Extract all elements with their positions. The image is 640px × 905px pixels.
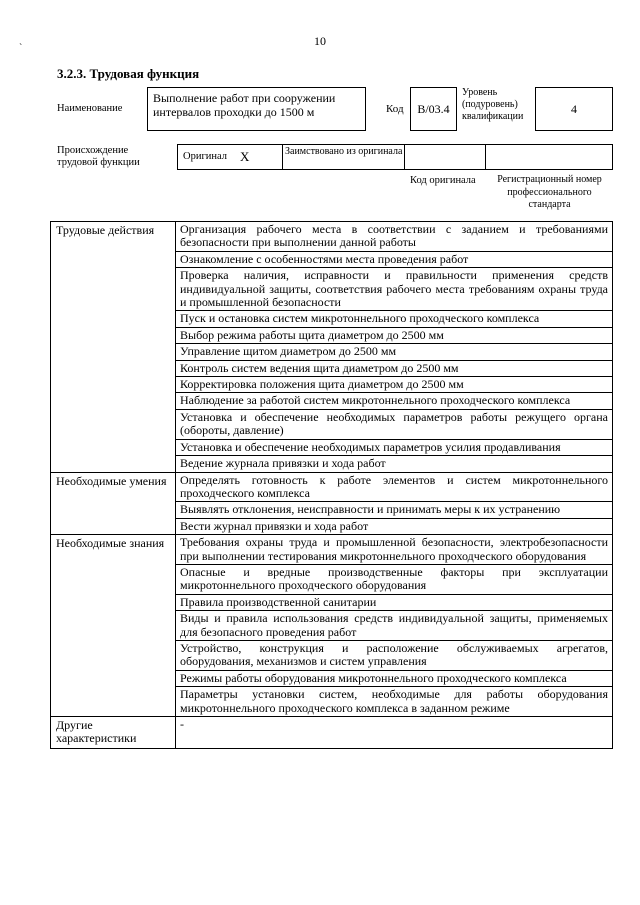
list-item: Определять готовность к работе элементов и систем микротоннельного проходческого комплекса (176, 472, 613, 502)
category-label: Трудовые действия (51, 222, 176, 473)
code-value: B/03.4 (410, 87, 457, 131)
code-original-caption: Код оригинала (410, 175, 476, 186)
table-row (51, 472, 613, 502)
level-value: 4 (535, 87, 613, 131)
corner-mark: ` (19, 43, 23, 54)
list-item: Требования охраны труда и промышленной безопасности, электробезопасности при выполнении тестирования микротоннельного проходческого оборудования (176, 535, 613, 565)
page-number: 10 (314, 34, 326, 48)
name-value: Выполнение работ при сооружении интервалов проходки до 1500 м (147, 87, 366, 131)
category-label: Необходимые знания (51, 535, 176, 717)
borrowed-label: Заимствовано из оригинала (285, 146, 403, 157)
list-item: Управление щитом диаметром до 2500 мм (176, 344, 613, 360)
table-row (51, 222, 613, 252)
code-label: Код (386, 103, 404, 115)
divider (485, 145, 486, 169)
name-label: Наименование (57, 103, 123, 114)
list-item: Режимы работы оборудования микротоннельного проходческого комплекса (176, 670, 613, 686)
list-item: Выбор режима работы щита диаметром до 2500 мм (176, 327, 613, 343)
list-item: Проверка наличия, исправности и правильности применения средств индивидуальной защиты, соответствия рабочего места требованиям охраны труда и промышленной безопасности (176, 268, 613, 311)
list-item: Вести журнал привязки и хода работ (176, 518, 613, 534)
original-label: Оригинал (183, 151, 227, 162)
divider (404, 145, 405, 169)
function-table (50, 221, 613, 749)
level-label: Уровень (подуровень) квалификации (462, 87, 524, 122)
origin-row (177, 144, 613, 170)
list-item: Наблюдение за работой систем микротоннельного проходческого комплекса (176, 393, 613, 409)
list-item: Организация рабочего места в соответствии с заданием и требованиями безопасности при выполнении данной работы (176, 222, 613, 252)
list-item: Устройство, конструкция и расположение обслуживаемых агрегатов, оборудования, механизмов и систем управления (176, 640, 613, 670)
list-item: Параметры установки систем, необходимые для работы оборудования микротоннельного проходческого комплекса в заданном режиме (176, 687, 613, 717)
list-item: Контроль систем ведения щита диаметром до 2500 мм (176, 360, 613, 376)
list-item: - (176, 717, 613, 749)
reg-number-caption: Регистрационный номер профессионального стандарта (497, 174, 602, 210)
list-item: Опасные и вредные производственные факторы при эксплуатации микротоннельного проходческого оборудования (176, 564, 613, 594)
table-row (51, 535, 613, 565)
list-item: Пуск и остановка систем микротоннельного проходческого комплекса (176, 311, 613, 327)
list-item: Установка и обеспечение необходимых параметров усилия продавливания (176, 439, 613, 455)
list-item: Установка и обеспечение необходимых параметров работы режущего органа (обороты, давление) (176, 409, 613, 439)
original-cell (178, 145, 283, 169)
list-item: Ведение журнала привязки и хода работ (176, 456, 613, 472)
category-label: Необходимые умения (51, 472, 176, 535)
list-item: Выявлять отклонения, неисправности и принимать меры к их устранению (176, 502, 613, 518)
section-title: 3.2.3. Трудовая функция (57, 66, 200, 81)
category-label: Другие характеристики (51, 717, 176, 749)
list-item: Правила производственной санитарии (176, 594, 613, 610)
table-row (51, 717, 613, 749)
origin-label: Происхождение трудовой функции (57, 145, 140, 168)
original-mark: X (240, 149, 250, 164)
list-item: Ознакомление с особенностями места проведения работ (176, 251, 613, 267)
list-item: Корректировка положения щита диаметром до 2500 мм (176, 377, 613, 393)
list-item: Виды и правила использования средств индивидуальной защиты, применяемых для безопасного проведения работ (176, 611, 613, 641)
